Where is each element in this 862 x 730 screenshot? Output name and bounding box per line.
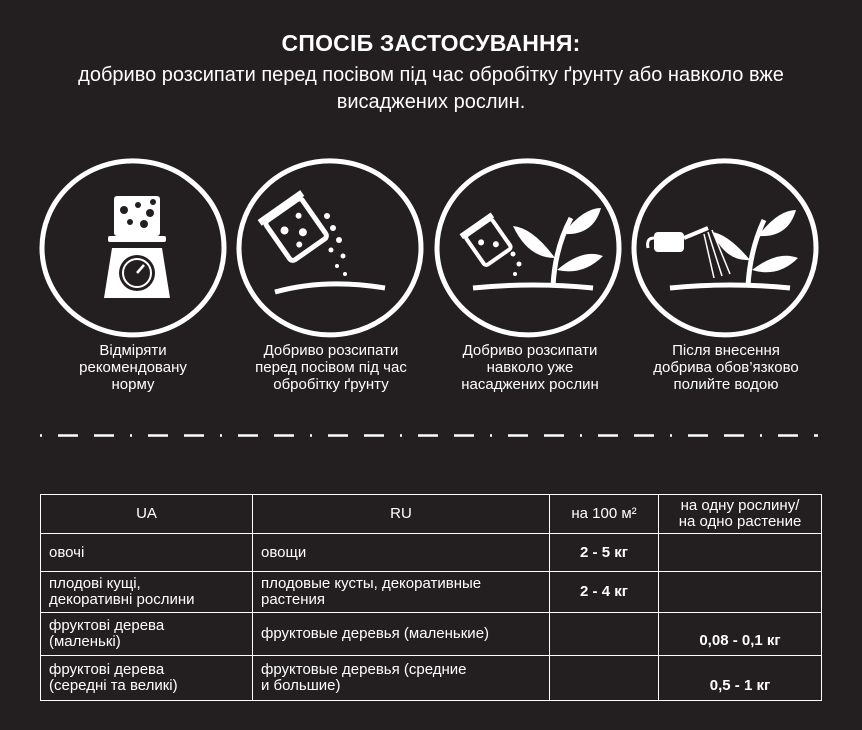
caption-line: рекомендовану — [79, 359, 187, 376]
caption-line: Добриво розсипати — [263, 342, 399, 359]
table-row — [41, 534, 822, 572]
caption-line: норму — [111, 376, 155, 393]
cell-per-area: 2 - 4 кг — [550, 572, 659, 613]
cell-text: фруктові дерева — [49, 661, 165, 678]
cell-ru — [253, 656, 550, 701]
table-row — [41, 656, 822, 701]
watering-can-icon — [630, 158, 822, 340]
cell-text: декоративні рослини — [49, 591, 195, 608]
step-scatter-before-sowing — [235, 158, 425, 338]
cell-ua — [41, 613, 253, 656]
cell-text: растения — [261, 591, 326, 608]
cell-per-plant: 0,08 - 0,1 кг — [659, 613, 822, 656]
table-row — [41, 572, 822, 613]
cell-ru — [253, 613, 550, 656]
cell-ua — [41, 656, 253, 701]
caption-line: добрива обов’язково — [653, 359, 799, 376]
cell-ru — [253, 572, 550, 613]
step-scatter-around-plants — [433, 158, 623, 338]
step-caption-3 — [430, 342, 630, 393]
cell-per-plant: 0,5 - 1 кг — [659, 656, 822, 701]
jar-and-plant-icon — [433, 158, 625, 340]
cell-ua — [41, 534, 253, 572]
subtitle-line-1: добриво розсипати перед посівом під час обробітку ґрунту або навколо вже — [78, 64, 784, 86]
application-rates-table — [40, 494, 822, 701]
page-title: СПОСІБ ЗАСТОСУВАННЯ: — [281, 30, 581, 56]
cell-text: (маленькі) — [49, 633, 121, 650]
header-per-plant-line: на одно растение — [678, 513, 802, 530]
cell-text: плодові кущі, — [49, 575, 141, 592]
header-ru: RU — [253, 495, 550, 534]
header-ua: UA — [41, 495, 253, 534]
header-per-plant-line: на одну рослину/ — [680, 497, 800, 514]
table-header-row — [41, 495, 822, 534]
cell-text: и большие) — [261, 677, 341, 694]
cell-text: фруктовые деревья (маленькие) — [261, 625, 490, 642]
caption-line: полийте водою — [673, 376, 779, 393]
cell-text: плодовые кусты, декоративные — [261, 575, 482, 592]
caption-line: обробітку ґрунту — [273, 376, 389, 393]
table-row — [41, 613, 822, 656]
cell-per-plant — [659, 534, 822, 572]
caption-line: Відміряти — [99, 342, 167, 359]
cell-text: овочі — [49, 543, 85, 561]
caption-line: Після внесення — [672, 342, 780, 359]
step-measure — [38, 158, 228, 338]
dashed-divider — [40, 434, 818, 437]
cell-per-area — [550, 613, 659, 656]
header-per-plant — [659, 495, 822, 534]
caption-line: перед посівом під час — [255, 359, 407, 376]
cell-ua — [41, 572, 253, 613]
kitchen-scale-icon — [38, 158, 230, 340]
step-caption-1 — [33, 342, 233, 393]
cell-text: овощи — [261, 543, 307, 561]
cell-per-area — [550, 656, 659, 701]
caption-line: навколо уже — [486, 359, 574, 376]
cell-per-plant — [659, 572, 822, 613]
header-per-area: на 100 м² — [550, 495, 659, 534]
step-caption-2 — [231, 342, 431, 393]
subtitle-line-2: висаджених рослин. — [336, 91, 526, 113]
caption-line: насаджених рослин — [461, 376, 599, 393]
pouring-jar-icon — [235, 158, 427, 340]
step-caption-4 — [626, 342, 826, 393]
cell-per-area: 2 - 5 кг — [550, 534, 659, 572]
cell-ru — [253, 534, 550, 572]
step-water — [630, 158, 820, 338]
caption-line: Добриво розсипати — [462, 342, 598, 359]
cell-text: фруктові дерева — [49, 617, 165, 634]
cell-text: (середні та великі) — [49, 677, 178, 694]
cell-text: фруктовые деревья (средние — [261, 661, 467, 678]
